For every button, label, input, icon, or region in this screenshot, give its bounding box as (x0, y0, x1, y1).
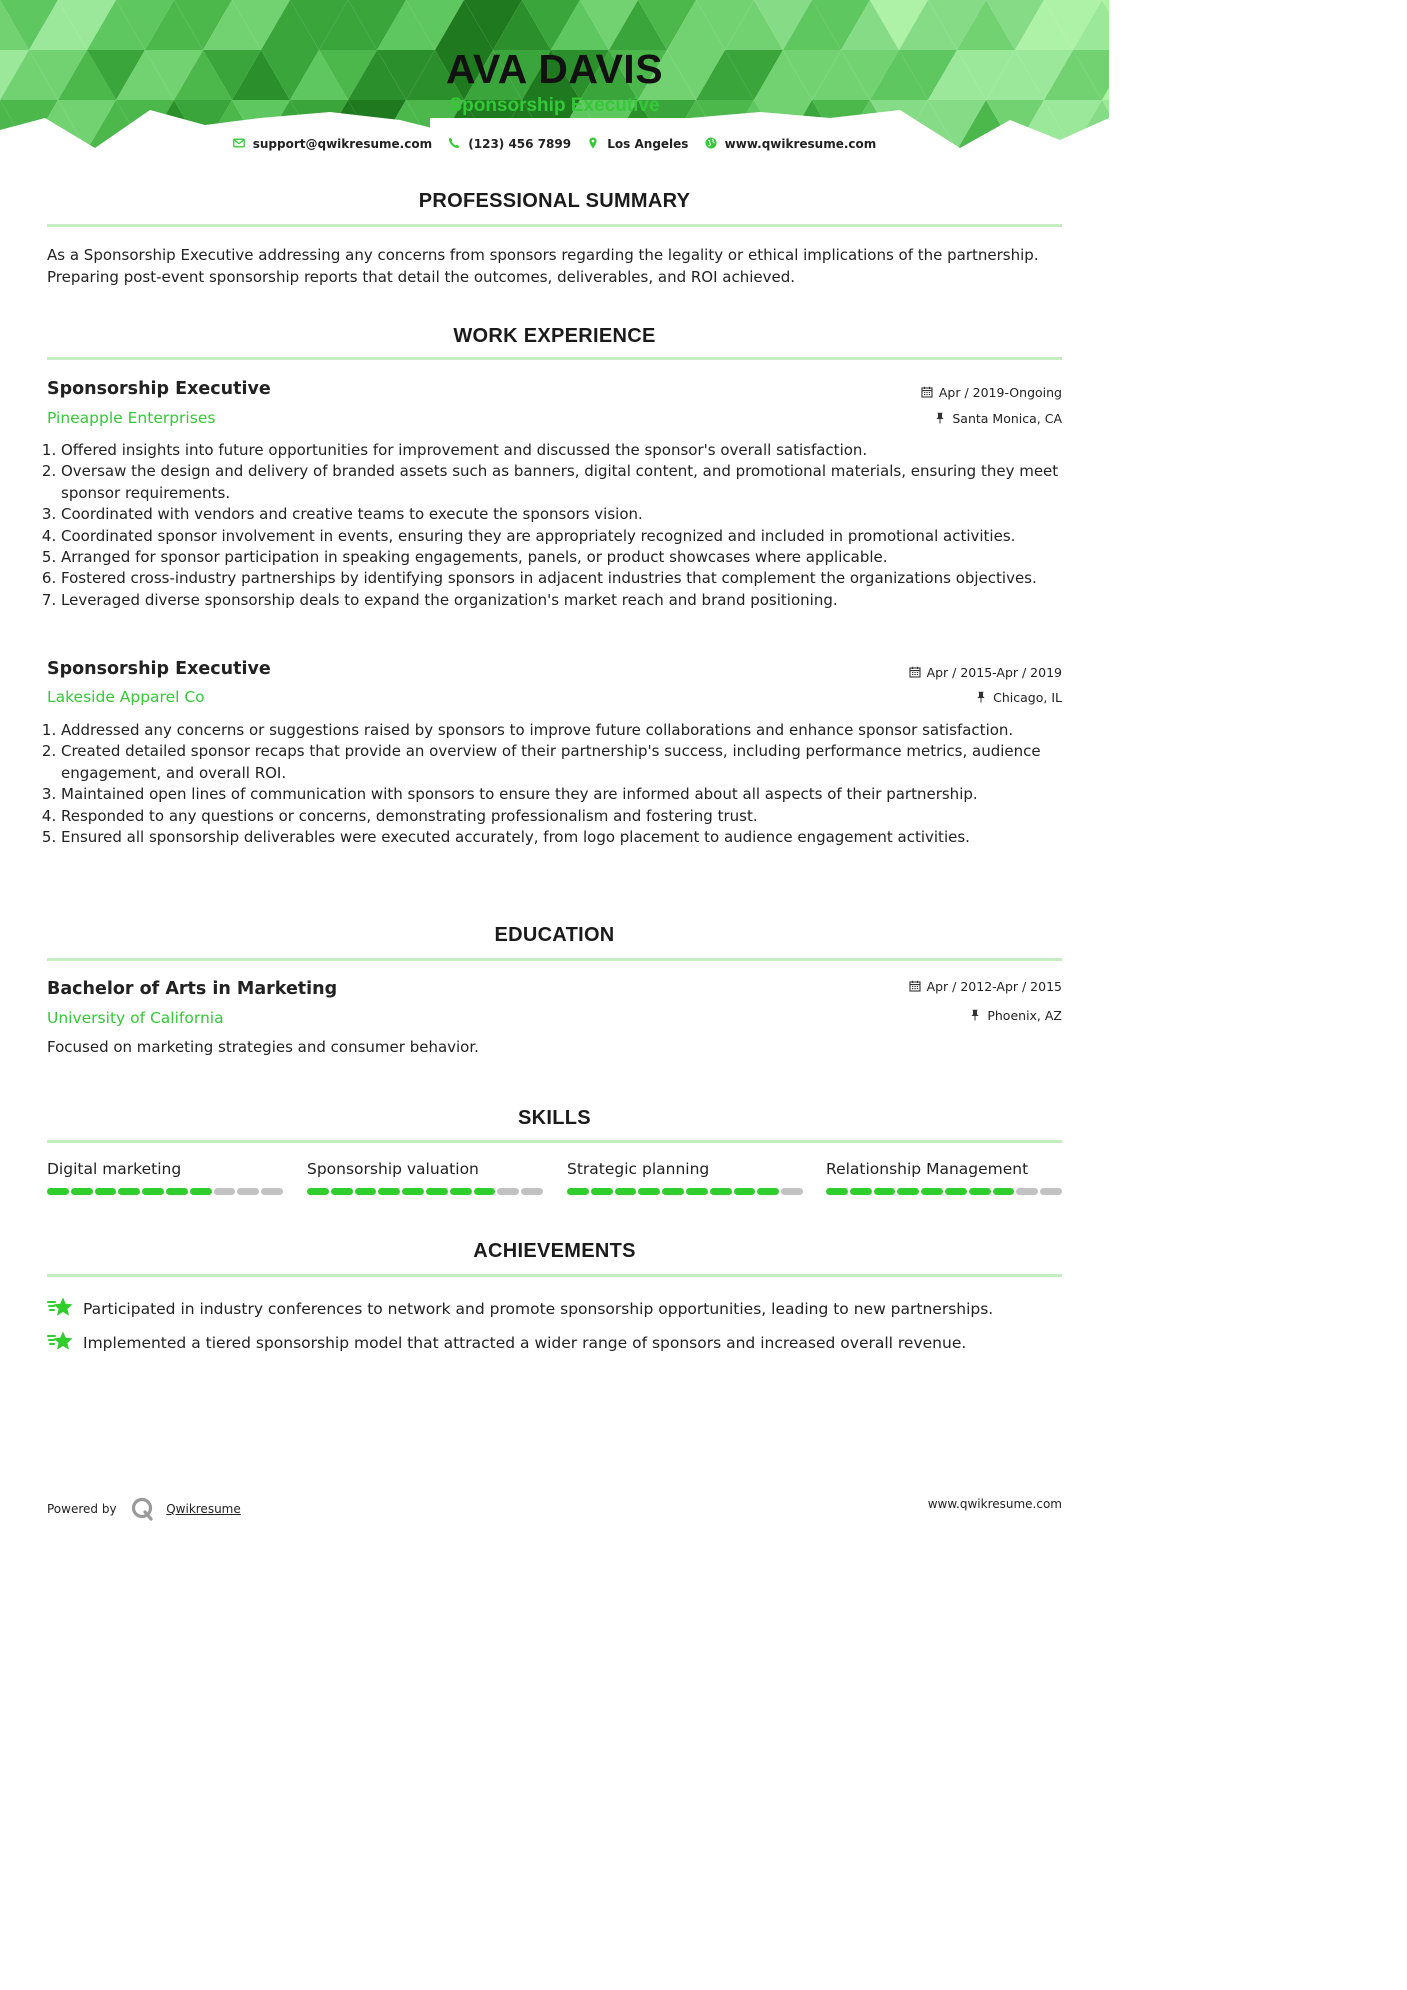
contact-location (587, 137, 688, 151)
list-item: 4. Coordinated sponsor involvement in events, ensuring they are appropriately recognized and included in promotional activities. (61, 526, 1076, 547)
phone-text: (123) 456 7899 (468, 137, 572, 151)
job-title: Sponsorship Executive (47, 379, 271, 399)
contact-bar (0, 137, 1109, 151)
skill-segment-filled (591, 1188, 613, 1195)
achievement-item (47, 1330, 1062, 1354)
skill-segment-filled (662, 1188, 684, 1195)
list-item: 2. Oversaw the design and delivery of branded assets such as banners, digital content, and promotional materials, ensuring they meet sponsor requirements. (61, 461, 1076, 504)
skill-level-bar (47, 1188, 283, 1196)
skill-name: Strategic planning (567, 1160, 710, 1178)
job-dates-text: Apr / 2019-Ongoing (938, 385, 1062, 400)
skill-segment-filled (307, 1188, 329, 1195)
map-pin-icon (587, 137, 599, 149)
skill-segment-filled (874, 1188, 896, 1195)
section-title-achievements: ACHIEVEMENTS (473, 1240, 636, 1262)
job-location-text: Chicago, IL (993, 690, 1062, 705)
skill-item (826, 1160, 1062, 1196)
job-bullet-list (47, 440, 1076, 611)
calendar-icon (909, 980, 921, 992)
skill-segment-filled (850, 1188, 872, 1195)
list-item: 4. Responded to any questions or concerns, demonstrating professionalism and fostering trust. (61, 806, 1076, 827)
job-dates (909, 665, 1062, 680)
skill-segment-empty (497, 1188, 519, 1195)
section-divider (47, 357, 1062, 360)
section-title-education: EDUCATION (494, 924, 615, 946)
skill-name: Digital marketing (47, 1160, 182, 1178)
footer-powered-by (47, 1497, 241, 1521)
skill-segment-empty (521, 1188, 543, 1195)
achievement-item (47, 1296, 1062, 1320)
skill-segment-filled (969, 1188, 991, 1195)
pushpin-icon (934, 412, 946, 424)
powered-by-label: Powered by (47, 1502, 117, 1516)
skill-segment-filled (166, 1188, 188, 1195)
pushpin-icon (975, 691, 987, 703)
section-title-experience: WORK EXPERIENCE (453, 325, 656, 347)
candidate-name: AVA DAVIS (445, 46, 664, 92)
section-title-skills: SKILLS (518, 1107, 591, 1129)
list-item: 2. Created detailed sponsor recaps that provide an overview of their partnership's success, including performance metrics, audience engagement, and overall ROI. (61, 741, 1076, 784)
skill-segment-empty (1016, 1188, 1038, 1195)
education-description: Focused on marketing strategies and consumer behavior. (47, 1038, 479, 1056)
skill-segment-filled (567, 1188, 589, 1195)
degree-title: Bachelor of Arts in Marketing (47, 979, 338, 999)
skill-segment-filled (71, 1188, 93, 1195)
section-divider (47, 1140, 1062, 1143)
skill-segment-filled (921, 1188, 943, 1195)
skill-segment-filled (426, 1188, 448, 1195)
pushpin-icon (969, 1009, 981, 1021)
skill-segment-filled (734, 1188, 756, 1195)
section-divider (47, 1274, 1062, 1277)
achievement-text: Implemented a tiered sponsorship model that attracted a wider range of sponsors and increased overall revenue. (83, 1334, 967, 1352)
contact-email[interactable] (233, 137, 432, 151)
achievement-text: Participated in industry conferences to network and promote sponsorship opportunities, leading to new partnerships. (83, 1300, 994, 1318)
job-company: Pineapple Enterprises (47, 409, 216, 427)
list-item: 5. Arranged for sponsor participation in speaking engagements, panels, or product showcases where applicable. (61, 547, 1076, 568)
list-item: 7. Leveraged diverse sponsorship deals to expand the organization's market reach and brand positioning. (61, 590, 1076, 611)
section-title-summary: PROFESSIONAL SUMMARY (418, 190, 691, 212)
list-item: 3. Maintained open lines of communication with sponsors to ensure they are informed about all aspects of their partnership. (61, 784, 1076, 805)
skill-item (47, 1160, 283, 1196)
job-dates-text: Apr / 2015-Apr / 2019 (926, 665, 1062, 680)
skill-segment-empty (1040, 1188, 1062, 1195)
skill-segment-empty (237, 1188, 259, 1195)
envelope-icon (233, 137, 245, 149)
skill-segment-filled (378, 1188, 400, 1195)
skill-segment-filled (615, 1188, 637, 1195)
list-item: 6. Fostered cross-industry partnerships by identifying sponsors in adjacent industries that complement the organizations objectives. (61, 568, 1076, 589)
job-title: Sponsorship Executive (47, 659, 271, 679)
email-text: support@qwikresume.com (252, 137, 433, 151)
list-item: 1. Addressed any concerns or suggestions raised by sponsors to improve future collaborations and enhance sponsor satisfaction. (61, 720, 1076, 741)
candidate-role: Sponsorship Executive (449, 95, 660, 116)
section-divider (47, 958, 1062, 961)
qwikresume-logo-icon (130, 1497, 154, 1521)
skill-segment-filled (826, 1188, 848, 1195)
skill-segment-empty (781, 1188, 803, 1195)
contact-website[interactable] (705, 137, 877, 151)
education-location-text: Phoenix, AZ (987, 1008, 1062, 1023)
skill-item (567, 1160, 803, 1196)
website-text: www.qwikresume.com (724, 137, 877, 151)
skill-level-bar (307, 1188, 543, 1196)
skill-segment-empty (261, 1188, 283, 1195)
skill-level-bar (826, 1188, 1062, 1196)
job-location (934, 411, 1062, 426)
list-item: 1. Offered insights into future opportunities for improvement and discussed the sponsor's overall satisfaction. (61, 440, 1076, 461)
qwikresume-link[interactable]: Qwikresume (166, 1502, 241, 1516)
star-badge-icon (47, 1330, 75, 1354)
skill-segment-filled (331, 1188, 353, 1195)
skill-segment-filled (686, 1188, 708, 1195)
skill-item (307, 1160, 543, 1196)
skill-segment-filled (402, 1188, 424, 1195)
skill-segment-empty (214, 1188, 236, 1195)
skill-level-bar (567, 1188, 803, 1196)
education-dates-text: Apr / 2012-Apr / 2015 (926, 979, 1062, 994)
skill-segment-filled (142, 1188, 164, 1195)
job-location-text: Santa Monica, CA (952, 411, 1062, 426)
job-dates (921, 385, 1062, 400)
list-item: 5. Ensured all sponsorship deliverables were executed accurately, from logo placement to audience engagement activities. (61, 827, 1076, 848)
location-text: Los Angeles (607, 137, 689, 151)
skill-segment-filled (710, 1188, 732, 1195)
skill-segment-filled (190, 1188, 212, 1195)
skill-segment-filled (47, 1188, 69, 1195)
skill-segment-filled (450, 1188, 472, 1195)
star-badge-icon (47, 1296, 75, 1320)
list-item: 3. Coordinated with vendors and creative teams to execute the sponsors vision. (61, 504, 1076, 525)
contact-phone[interactable] (448, 137, 571, 151)
footer-website: www.qwikresume.com (927, 1497, 1062, 1511)
skill-segment-filled (118, 1188, 140, 1195)
school-name: University of California (47, 1009, 224, 1027)
job-company: Lakeside Apparel Co (47, 688, 205, 706)
section-divider (47, 224, 1062, 227)
job-location (975, 690, 1062, 705)
skill-segment-filled (945, 1188, 967, 1195)
skill-segment-filled (757, 1188, 779, 1195)
calendar-icon (909, 666, 921, 678)
skill-name: Relationship Management (826, 1160, 1029, 1178)
skill-name: Sponsorship valuation (307, 1160, 479, 1178)
education-dates (909, 979, 1062, 994)
skill-segment-filled (95, 1188, 117, 1195)
calendar-icon (921, 386, 933, 398)
skill-segment-filled (897, 1188, 919, 1195)
skill-segment-filled (355, 1188, 377, 1195)
summary-text: As a Sponsorship Executive addressing any concerns from sponsors regarding the legality or ethical implications of the partnership. Preparing post-event sponsorship reports that detail the outcomes, deliverables, and ROI achieved. (47, 246, 1039, 286)
globe-icon (705, 137, 717, 149)
skill-segment-filled (474, 1188, 496, 1195)
skill-segment-filled (638, 1188, 660, 1195)
phone-icon (448, 137, 460, 149)
education-location (969, 1008, 1062, 1023)
skill-segment-filled (993, 1188, 1015, 1195)
job-bullet-list (47, 720, 1076, 848)
